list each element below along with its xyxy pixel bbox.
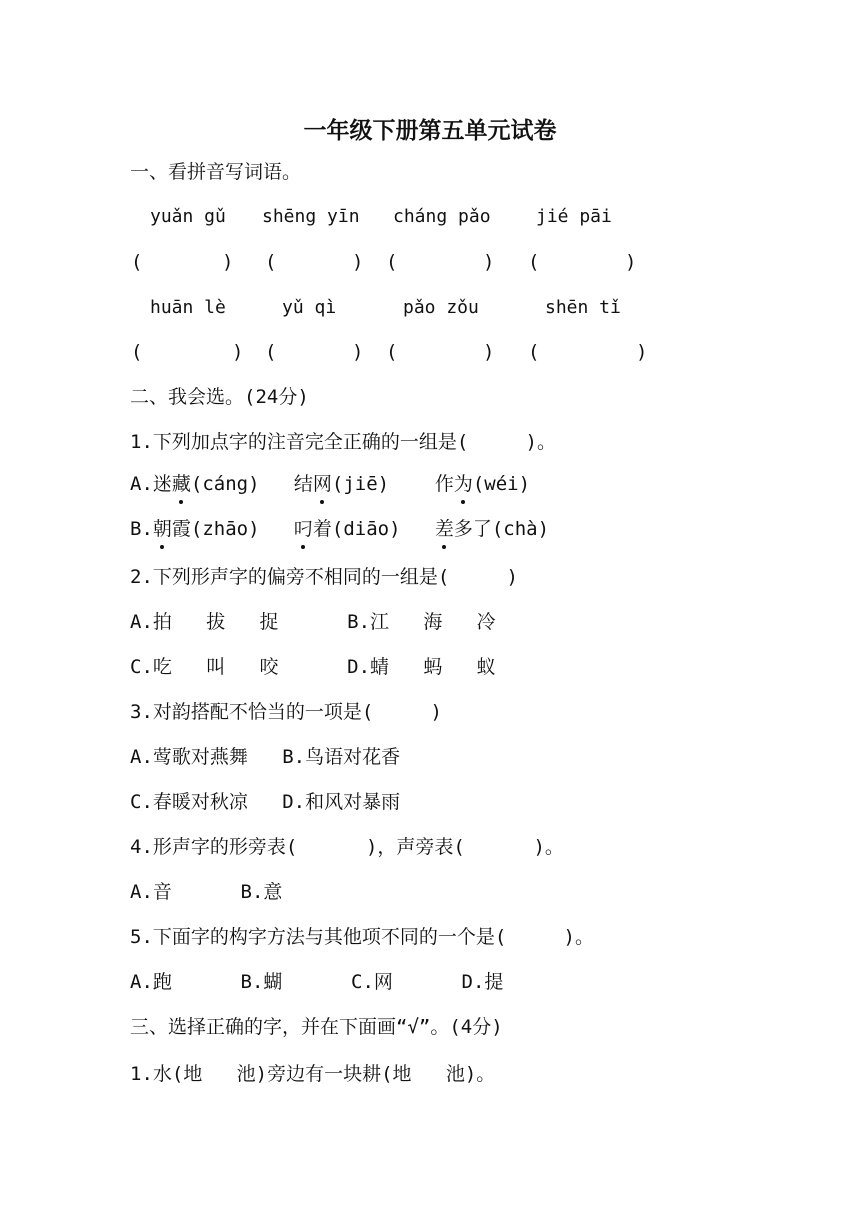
q3-options-ab: A.莺歌对燕舞 B.鸟语对花香 bbox=[130, 746, 401, 768]
pinyin-chang-pao: cháng pǎo bbox=[393, 206, 491, 227]
page-title: 一年级下册第五单元试卷 bbox=[303, 118, 557, 144]
paren-close: ) bbox=[222, 251, 234, 273]
q4-options: A.音 B.意 bbox=[130, 881, 283, 903]
pinyin-yuan-gu: yuǎn gǔ bbox=[150, 206, 226, 227]
question-5: 5.下面字的构字方法与其他项不同的一个是( )。 bbox=[130, 926, 594, 948]
q1-a-prefix: A.迷 bbox=[130, 473, 172, 495]
dotted-char: 朝 bbox=[153, 515, 172, 543]
question-3: 3.对韵搭配不恰当的一项是( ) bbox=[130, 701, 442, 723]
paren-close: ) bbox=[625, 251, 637, 273]
paren-close: ) bbox=[483, 341, 495, 363]
paren-close: ) bbox=[352, 251, 364, 273]
paren-open: ( bbox=[265, 251, 277, 273]
paren-open: ( bbox=[386, 341, 398, 363]
dotted-char: 藏 bbox=[172, 470, 191, 498]
paren-open: ( bbox=[131, 251, 143, 273]
paren-close: ) bbox=[636, 341, 648, 363]
paren-close: ) bbox=[483, 251, 495, 273]
section2-heading: 二、我会选。(24分) bbox=[130, 386, 309, 408]
section1-heading: 一、看拼音写词语。 bbox=[130, 161, 302, 183]
q3-options-cd: C.春暖对秋凉 D.和风对暴雨 bbox=[130, 791, 401, 813]
q1-a-text: (wéi) bbox=[472, 473, 531, 495]
q1-option-a bbox=[130, 470, 530, 498]
question-1: 1.下列加点字的注音完全正确的一组是( )。 bbox=[130, 431, 556, 453]
section3-question-1: 1.水(地 池)旁边有一块耕(地 池)。 bbox=[130, 1063, 496, 1085]
q1-b-text: 多了(chà) bbox=[453, 518, 550, 540]
paren-open: ( bbox=[528, 251, 540, 273]
pinyin-yu-qi: yǔ qì bbox=[282, 297, 337, 318]
q1-b-text: 着(diāo) bbox=[312, 518, 435, 540]
paren-open: ( bbox=[528, 341, 540, 363]
dotted-char: 叼 bbox=[294, 515, 313, 543]
paren-open: ( bbox=[131, 341, 143, 363]
q5-options: A.跑 B.蝴 C.网 D.提 bbox=[130, 971, 504, 993]
q1-a-text: (jiē) 作 bbox=[331, 473, 454, 495]
dotted-char: 为 bbox=[454, 470, 473, 498]
pinyin-shen-ti: shēn tǐ bbox=[545, 297, 621, 318]
question-2: 2.下列形声字的偏旁不相同的一组是( ) bbox=[130, 566, 518, 588]
question-4: 4.形声字的形旁表( )，声旁表( )。 bbox=[130, 836, 564, 858]
paren-close: ) bbox=[352, 341, 364, 363]
q1-a-text: (cáng) 结 bbox=[190, 473, 313, 495]
pinyin-huan-le: huān lè bbox=[150, 297, 226, 318]
section3-heading: 三、选择正确的字，并在下面画“√”。(4分) bbox=[130, 1016, 503, 1038]
q2-options-ab: A.拍 拔 捉 B.江 海 冷 bbox=[130, 611, 496, 633]
paren-open: ( bbox=[386, 251, 398, 273]
q1-option-b bbox=[130, 515, 549, 543]
paren-open: ( bbox=[265, 341, 277, 363]
q2-options-cd: C.吃 叫 咬 D.蜻 蚂 蚁 bbox=[130, 656, 496, 678]
q1-b-text: 霞(zhāo) bbox=[171, 518, 294, 540]
q1-b-prefix: B. bbox=[130, 518, 153, 540]
pinyin-pao-zou: pǎo zǒu bbox=[403, 297, 479, 318]
pinyin-sheng-yin: shēng yīn bbox=[262, 206, 360, 227]
paren-close: ) bbox=[232, 341, 244, 363]
pinyin-jie-pai: jié pāi bbox=[536, 206, 612, 227]
dotted-char: 网 bbox=[313, 470, 332, 498]
dotted-char: 差 bbox=[435, 515, 454, 543]
